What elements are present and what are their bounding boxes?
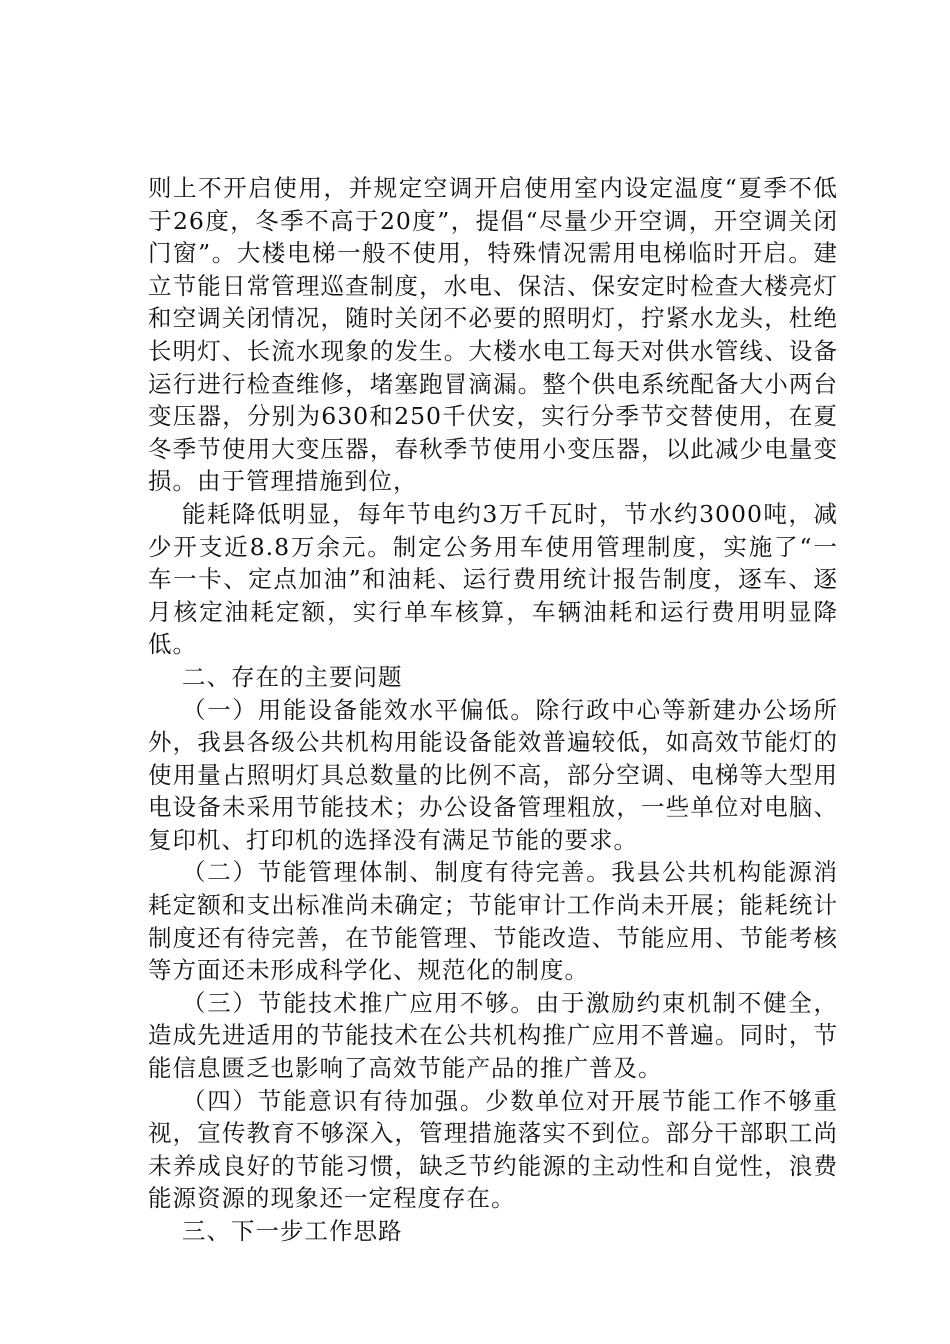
- paragraph-problem-4: （四）节能意识有待加强。少数单位对开展节能工作不够重视，宣传教育不够深入，管理措施落实不到位。部分干部职工尚未养成良好的节能习惯，缺乏节约能源的主动性和自觉性，浪费能源资源的现象还一定程度存在。: [148, 1086, 838, 1213]
- section-heading-main-problems: 二、存在的主要问题: [182, 662, 403, 691]
- paragraph-problem-2: （二）节能管理体制、制度有待完善。我县公共机构能源消耗定额和支出标准尚未确定；节能审计工作尚未开展；能耗统计制度还有待完善，在节能管理、节能改造、节能应用、节能考核等方面还未形成科学化、规范化的制度。: [148, 858, 838, 985]
- section-heading-next-steps: 三、下一步工作思路: [182, 1217, 403, 1245]
- paragraph-energy-savings: 能耗降低明显，每年节电约3万千瓦时，节水约3000吨，减少开支近8.8万余元。制定公务用车使用管理制度，实施了“一车一卡、定点加油”和油耗、运行费用统计报告制度，逐车、逐月核定油耗定额，实行单车核算，车辆油耗和运行费用明显降低。: [148, 499, 838, 659]
- paragraph-problem-1: （一）用能设备能效水平偏低。除行政中心等新建办公场所外，我县各级公共机构用能设备能效普遍较低，如高效节能灯的使用量占照明灯具总数量的比例不高，部分空调、电梯等大型用电设备未采用节能技术；办公设备管理粗放，一些单位对电脑、复印机、打印机的选择没有满足节能的要求。: [148, 695, 838, 854]
- paragraph-continuation: 则上不开启使用，并规定空调开启使用室内设定温度“夏季不低于26度，冬季不高于20度”，提倡“尽量少开空调，开空调关闭门窗”。大楼电梯一般不使用，特殊情况需用电梯临时开启。建立节能日常管理巡查制度，水电、保洁、保安定时检查大楼亮灯和空调关闭情况，随时关闭不必要的照明灯，拧紧水龙头，杜绝长明灯、长流水现象的发生。大楼水电工每天对供水管线、设备运行进行检查维修，堵塞跑冒滴漏。整个供电系统配备大小两台变压器，分别为630和250千伏安，实行分季节交替使用，在夏冬季节使用大变压器，春秋季节使用小变压器，以此减少电量变损。由于管理措施到位，: [148, 174, 838, 496]
- paragraph-problem-3: （三）节能技术推广应用不够。由于激励约束机制不健全，造成先进适用的节能技术在公共机构推广应用不普遍。同时，节能信息匮乏也影响了高效节能产品的推广普及。: [148, 988, 838, 1083]
- document-body: [148, 172, 838, 1248]
